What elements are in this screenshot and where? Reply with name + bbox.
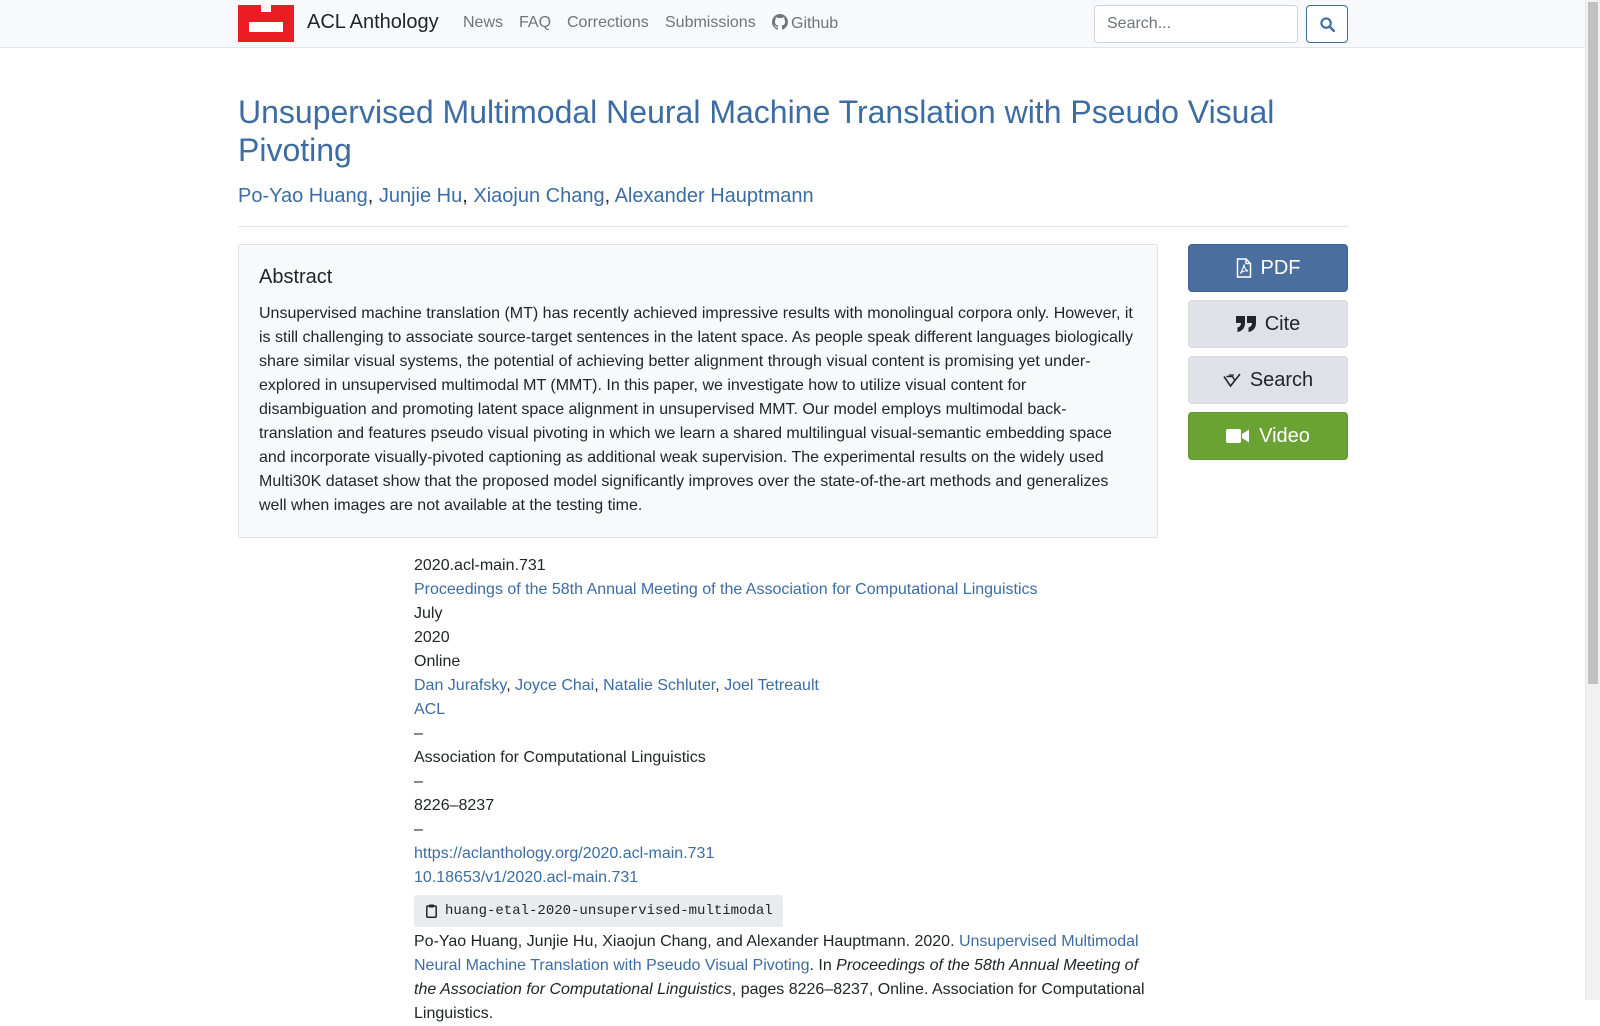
anthology-id-value: 2020.acl-main.731 bbox=[414, 557, 546, 574]
video-button[interactable] bbox=[1188, 412, 1348, 460]
meta-row-sig bbox=[0, 722, 1200, 746]
author-link[interactable]: Po-Yao Huang bbox=[238, 185, 368, 207]
pdf-button[interactable] bbox=[1188, 244, 1348, 292]
meta-row-editors bbox=[0, 674, 1200, 698]
title-divider bbox=[238, 226, 1348, 227]
search-paper-button-label: Search bbox=[1249, 368, 1314, 391]
venue-link[interactable]: ACL bbox=[414, 701, 446, 718]
nav-submissions[interactable]: Submissions bbox=[665, 14, 756, 31]
meta-row-month bbox=[0, 602, 1200, 626]
editor-link[interactable]: Dan Jurafsky bbox=[414, 677, 507, 694]
nav-news[interactable]: News bbox=[463, 14, 504, 31]
nav-corrections[interactable]: Corrections bbox=[567, 14, 649, 31]
month-value: July bbox=[414, 605, 443, 622]
file-pdf-icon bbox=[1236, 258, 1252, 278]
scrollbar-thumb[interactable] bbox=[1588, 2, 1598, 684]
language-value: – bbox=[414, 821, 423, 838]
author-separator: , bbox=[604, 185, 615, 207]
github-icon bbox=[772, 14, 788, 30]
meta-row-address bbox=[0, 650, 1200, 674]
meta-row-volume bbox=[0, 578, 1200, 602]
semantic-scholar-icon bbox=[1223, 372, 1241, 388]
bibkey-copy-button[interactable] bbox=[414, 895, 783, 927]
cite-authors-year: Po-Yao Huang, Junjie Hu, Xiaojun Chang, and Alexander Hauptmann. 2020. bbox=[414, 933, 959, 950]
meta-row-doi bbox=[0, 866, 1200, 890]
editor-link[interactable]: Natalie Schluter bbox=[603, 677, 716, 694]
search-submit-button[interactable] bbox=[1306, 5, 1348, 43]
search-icon bbox=[1320, 17, 1335, 32]
author-link[interactable]: Junjie Hu bbox=[378, 185, 463, 207]
editor-link[interactable]: Joyce Chai bbox=[515, 677, 595, 694]
url-link[interactable]: https://aclanthology.org/2020.acl-main.731 bbox=[414, 845, 715, 862]
cite-venue: Proceedings of the 58th Annual Meeting of the Association for Computational Linguistics bbox=[414, 957, 1139, 998]
meta-row-note bbox=[0, 770, 1200, 794]
top-navbar bbox=[0, 0, 1585, 48]
author-link[interactable]: Alexander Hauptmann bbox=[614, 185, 814, 207]
author-separator: , bbox=[462, 185, 474, 207]
meta-row-year bbox=[0, 626, 1200, 650]
meta-row-language bbox=[0, 818, 1200, 842]
editors-value: Dan Jurafsky, Joyce Chai, Natalie Schluter, Joel Tetreault bbox=[414, 677, 819, 694]
clipboard-icon bbox=[426, 904, 437, 918]
abstract-heading: Abstract bbox=[259, 266, 333, 288]
abstract-text: Unsupervised machine translation (MT) has recently achieved impressive results with monolingual corpora only. However, it is still challenging to associate source-target sentences in the latent space. As people speak different languages biologically share similar visual systems, the potential of achieving better alignment through visual content is promising yet under-explored in unsupervised multimodal MT (MMT). In this paper, we investigate how to utilize visual content for disambiguation and promoting latent space alignment in unsupervised MMT. Our model employs multimodal back-translation and features pseudo visual pivoting in which we learn a shared multilingual visual-semantic embedding space and incorporate visually-pivoted captioning as additional weak supervision. The experimental results on the widely used Multi30K dataset show that the proposed model significantly improves over the state-of-the-art methods and generalizes well when images are not available at the testing time. bbox=[259, 305, 1134, 514]
video-camera-icon bbox=[1226, 428, 1250, 444]
nav-github[interactable] bbox=[772, 14, 838, 33]
cite-button[interactable] bbox=[1188, 300, 1348, 348]
cite-title-link[interactable]: Unsupervised Multimodal Neural Machine Translation with Pseudo Visual Pivoting bbox=[414, 933, 1139, 974]
meta-row-pages bbox=[0, 794, 1200, 818]
search-input[interactable] bbox=[1094, 5, 1298, 43]
acl-logo-icon[interactable] bbox=[238, 5, 294, 42]
cite-in: . In bbox=[809, 957, 837, 974]
author-list bbox=[238, 183, 814, 209]
year-value: 2020 bbox=[414, 629, 450, 646]
acl-citation bbox=[414, 930, 1154, 1026]
meta-row-publisher bbox=[0, 746, 1200, 770]
brand-title[interactable]: ACL Anthology bbox=[307, 11, 439, 33]
paper-title: Unsupervised Multimodal Neural Machine Translation with Pseudo Visual Pivoting bbox=[238, 94, 1275, 168]
search-paper-button[interactable] bbox=[1188, 356, 1348, 404]
quote-icon bbox=[1236, 315, 1256, 333]
doi-link[interactable]: 10.18653/v1/2020.acl-main.731 bbox=[414, 869, 639, 886]
publisher-value: Association for Computational Linguistics bbox=[414, 749, 706, 766]
cite-tail: , pages 8226–8237, Online. Association for Computational Linguistics. bbox=[414, 981, 1145, 1022]
author-separator: , bbox=[367, 185, 379, 207]
abstract-card bbox=[238, 244, 1158, 538]
nav-github-label: Github bbox=[791, 15, 839, 32]
author-link[interactable]: Xiaojun Chang bbox=[473, 185, 605, 207]
note-value: – bbox=[414, 773, 423, 790]
editor-link[interactable]: Joel Tetreault bbox=[724, 677, 819, 694]
cite-button-label: Cite bbox=[1264, 312, 1301, 335]
pages-value: 8226–8237 bbox=[414, 797, 495, 814]
address-value: Online bbox=[414, 653, 461, 670]
sig-value: – bbox=[414, 725, 423, 742]
meta-row-url bbox=[0, 842, 1200, 866]
video-button-label: Video bbox=[1259, 424, 1310, 447]
nav-faq[interactable]: FAQ bbox=[519, 14, 552, 31]
meta-row-anthology-id bbox=[0, 554, 1200, 578]
volume-link[interactable]: Proceedings of the 58th Annual Meeting of the Association for Computational Linguistics bbox=[414, 581, 1038, 598]
pdf-button-label: PDF bbox=[1260, 256, 1301, 279]
meta-row-venue bbox=[0, 698, 1200, 722]
bibkey-value: huang-etal-2020-unsupervised-multimodal bbox=[445, 903, 773, 919]
